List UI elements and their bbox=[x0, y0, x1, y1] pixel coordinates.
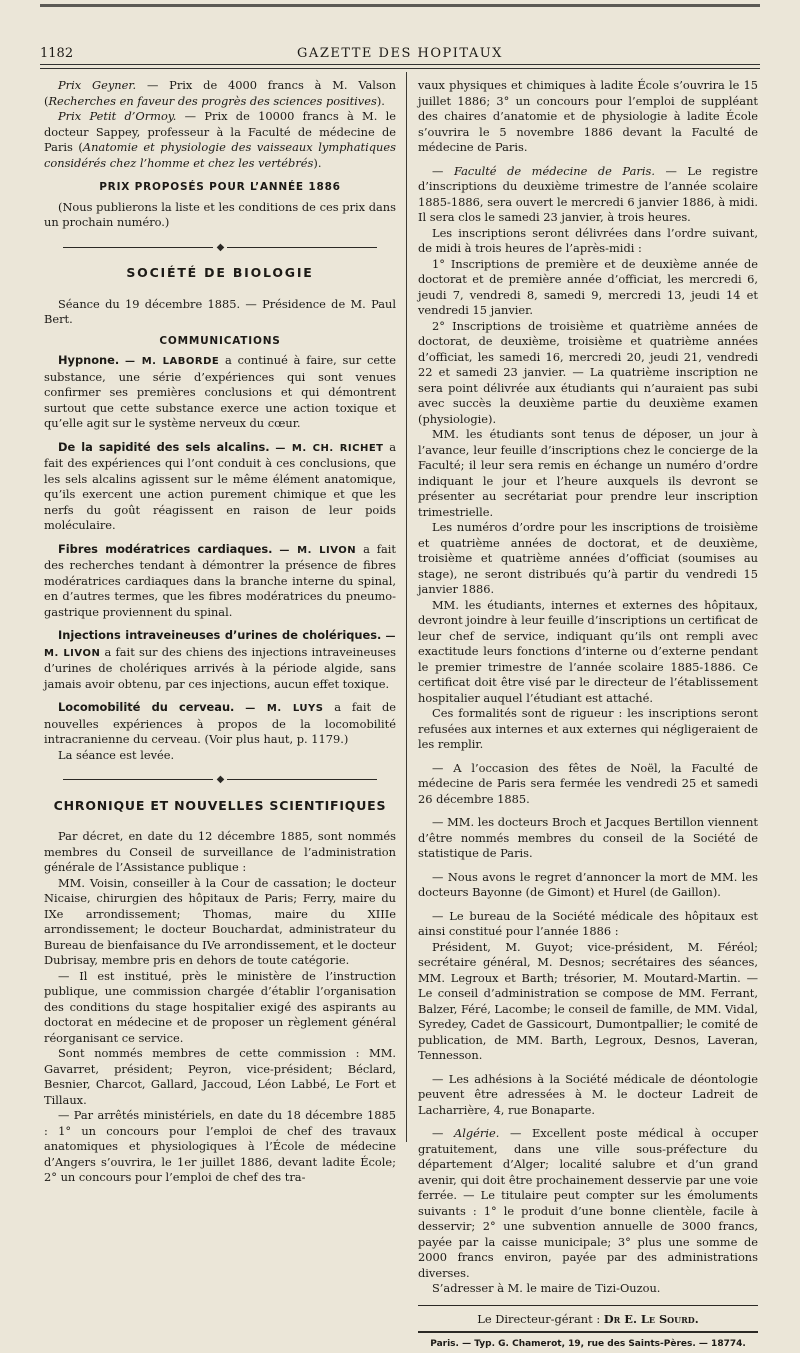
tizi-ouzou: S’adresser à M. le maire de Tizi-Ouzou. bbox=[432, 1281, 661, 1295]
communications-title: COMMUNICATIONS bbox=[159, 334, 281, 347]
deontologie: — Les adhésions à la Société médicale de déontologie peuvent être adressées à M. le docteur Ladreit de Lacharrière, 4, rue Bonaparte. bbox=[418, 1071, 758, 1117]
inscriptions-troisieme: 2° Inscriptions de troisième et quatrième années de doctorat, de deuxième, troisième et quatrième années d’officiat, les samedi 16, mercredi 20, jeudi 21, vendredi 22 et samedi 23 janvier. — La quatrième inscription ne sera point délivrée aux étudiants qui n’auraient pas subi avec succès la deuxième partie du deuxième examen (physiologie). bbox=[418, 318, 758, 426]
imprint-rule bbox=[418, 1331, 758, 1333]
sapidite-paragraph: De la sapidité des sels alcalins. — M. CH. RICHET a fait des expériences qui l’ont conduit à ces conclusions, que les sels alcalins agissent sur le même élément anatomique, qu’ils exercent une action purement chimique et que les nerfs du goût réagissent en raison de leur poids moléculaire. bbox=[44, 439, 396, 532]
header-rule bbox=[40, 64, 760, 65]
algerie-poste: — Algérie. — Excellent poste médical à occuper gratuitement, dans une ville sous-préfecture du département d’Alger; localité salubre et d’un grand avenir, qui doit être prochainement desservie par une voie ferrée. — Le titulaire peut compter sur les émoluments suivants : 1° le produit d’une bonne clientèle, facile à desservir; 2° une subvention annuelle de 3000 francs, payée par la caisse municipale; 3° plus une somme de 2000 francs environ, payée par des administrations diverses. bbox=[418, 1126, 758, 1280]
injections-paragraph: Injections intraveineuses d’urines de cholériques. — M. LIVON a fait sur des chiens des injections intraveineuses d’urines de cholériques arrivés à la période algide, sans jamais avoir obtenu, par ces injections, aucun effet toxique. bbox=[44, 628, 396, 691]
formalites: Ces formalités sont de rigueur : les inscriptions seront refusées aux internes et aux externes qui négligeraient de les remplir. bbox=[418, 706, 758, 751]
bureau-membres: Président, M. Guyot; vice-président, M. Féréol; secrétaire général, M. Desnos; secrétaires des séances, MM. Legroux et Barth; trésorier, M. Moutard-Martin. — Le conseil d’administration se compose de MM. Ferrant, Balzer, Féré, Lacombe; le conseil de famille, de MM. Vidal, Syredey, Cadet de Gassicourt, Dumontpallier; le comité de publication, de MM. Barth, Legroux, Desnos, Laveran, Tennesson. bbox=[418, 939, 758, 1062]
page-number: 1182 bbox=[40, 46, 74, 61]
broch-bertillon: — MM. les docteurs Broch et Jacques Bertillon viennent d’être nommés membres du conseil de la Société de statistique de Paris. bbox=[418, 815, 758, 860]
inscriptions-ordre: Les inscriptions seront délivrées dans l’ordre suivant, de midi à trois heures de l’après-midi : bbox=[418, 225, 758, 255]
chronique-membres: MM. Voisin, conseiller à la Cour de cassation; le docteur Nicaise, chirurgien des hôpitaux de Paris; Ferry, maire du IXe arrondissement; Thomas, maire du XIIIe arrondissement; le docteur Bouchardat, administrateur du Bureau de bienfaisance du IVe arrondissement, et le docteur Dubrisay, membre pris en dehors de toute catégorie. bbox=[44, 875, 396, 967]
numeros-ordre: Les numéros d’ordre pour les inscriptions de troisième et quatrième années de doctorat, et de deuxième, troisième et quatrième années d’officiat (soumises au stage), ne seront distribués qu’à partir du vendredi 15 janvier 1886. bbox=[418, 520, 758, 596]
right-continuation: vaux physiques et chimiques à ladite École s’ouvrira le 15 juillet 1886; 3° un concours pour l’emploi de suppléant des chaires d’anatomie et de physiologie à ladite École s’ouvrira le 5 novembre 1886 devant la Faculté de médecine de Paris. bbox=[418, 78, 758, 154]
chronique-title: CHRONIQUE ET NOUVELLES SCIENTIFIQUES bbox=[53, 797, 387, 813]
internes-externes: MM. les étudiants, internes et externes des hôpitaux, devront joindre à leur feuille d’inscriptions un certificat de leur chef de service, indiquant qu’ils ont rempli avec exactitude leurs fonctions d’interne ou d’externe pendant le premier trimestre de l’année scolaire 1885-1886. Ce certificat doit être visé par le directeur de l’établissement hospitalier auquel l’étudiant est attaché. bbox=[418, 597, 759, 705]
bureau-societe: — Le bureau de la Société médicale des hôpitaux est ainsi constitué pour l’année 1886 : bbox=[418, 908, 758, 938]
right-column bbox=[418, 78, 758, 1353]
top-border bbox=[40, 4, 760, 7]
ornament-divider: ◆ bbox=[44, 240, 396, 256]
fetes-noel: — A l’occasion des fêtes de Noël, la Faculté de médecine de Paris sera fermée les vendredi 25 et samedi 26 décembre 1885. bbox=[418, 760, 758, 806]
prix-petit-ormoy: Prix Petit d’Ormoy. — Prix de 10000 francs à M. le docteur Sappey, professeur à la Faculté de médecine de Paris (Anatomie et physiologie des vaisseaux lymphatiques considérés chez l’homme et chez les vertébrés). bbox=[44, 109, 396, 170]
running-head: GAZETTE DES HOPITAUX bbox=[297, 46, 503, 61]
seance-line: Séance du 19 décembre 1885. — Présidence de M. Paul Bert. bbox=[44, 296, 396, 326]
faculte-registre: — Faculté de médecine de Paris. — Le registre d’inscriptions du deuxième trimestre de l’année scolaire 1885-1886, sera ouvert le mercredi 6 janvier 1886, à midi. Il sera clos le samedi 23 janvier, à trois heures. bbox=[418, 163, 758, 224]
societe-biologie-title: SOCIÉTÉ DE BIOLOGIE bbox=[126, 265, 314, 280]
prix-geyner: Prix Geyner. — Prix de 4000 francs à M. Valson (Recherches en faveur des progrès des sciences positives). bbox=[44, 78, 396, 108]
chronique-nommes: Sont nommés membres de cette commission : MM. Gavarret, président; Peyron, vice-président; Béclard, Besnier, Charcot, Gallard, Jaccoud, Léon Labbé, Le Fort et Tillaux. bbox=[44, 1046, 396, 1107]
column-divider bbox=[406, 72, 407, 1142]
left-column bbox=[44, 78, 396, 1186]
inscriptions-premiere: 1° Inscriptions de première et de deuxième année de doctorat et de première année d’officiat, les mercredi 6, jeudi 7, vendredi 8, samedi 9, mercredi 13, jeudi 14 et vendredi 15 janvier. bbox=[418, 256, 758, 317]
etudiants-depot: MM. les étudiants sont tenus de déposer, un jour à l’avance, leur feuille d’inscriptions chez le concierge de la Faculté; il leur sera remis en échange un numéro d’ordre indiquant le jour et l’heure auxquels ils devront se présenter au secrétariat pour prendre leur inscription trimestrielle. bbox=[418, 427, 758, 519]
necrologie: — Nous avons le regret d’annoncer la mort de MM. les docteurs Bayonne (de Gimont) et Hurel (de Gaillon). bbox=[418, 869, 758, 899]
chronique-arretes: — Par arrêtés ministériels, en date du 18 décembre 1885 : 1° un concours pour l’emploi de chef des travaux anatomiques et physiologiques à l’École de médecine d’Angers s’ouvrira, le 1er juillet 1886, devant ladite École; 2° un concours pour l’emploi de chef des tra- bbox=[44, 1108, 396, 1184]
header-rule-2 bbox=[40, 68, 760, 69]
ornament-divider-2: ◆ bbox=[44, 772, 396, 788]
imprint-line: Paris. — Typ. G. Chamerot, 19, rue des Saints-Pères. — 18774. bbox=[430, 1339, 746, 1349]
prix-proposes-title: PRIX PROPOSÉS POUR L’ANNÉE 1886 bbox=[99, 181, 341, 193]
prix-proposes-text: (Nous publierons la liste et les conditions de ces prix dans un prochain numéro.) bbox=[44, 199, 396, 229]
chronique-decret: Par décret, en date du 12 décembre 1885, sont nommés membres du Conseil de surveillance de l’administration générale de l’Assistance publique : bbox=[44, 829, 396, 874]
directeur-gerant: Le Directeur-gérant : Dr E. Le Sourd. bbox=[418, 1305, 758, 1328]
fibres-paragraph: Fibres modératrices cardiaques. — M. LIVON a fait des recherches tendant à démontrer la présence de fibres modératrices cardiaques dans la branche interne du spinal, en d’autres termes, que les fibres modératrices du pneumo-gastrique proviennent du spinal. bbox=[44, 541, 396, 619]
locomobilite-paragraph: Locomobilité du cerveau. — M. LUYS a fait de nouvelles expériences à propos de la locomobilité intracranienne du cerveau. (Voir plus haut, p. 1179.) bbox=[44, 700, 396, 746]
hypnone-paragraph: Hypnone. — M. LABORDE a continué à faire, sur cette substance, une série d’expériences qui sont venues confirmer ses premières conclusions et qui démontrent surtout que cette substance exerce une action toxique et qu’elle agit sur le système nerveux du cœur. bbox=[44, 353, 396, 430]
chronique-commission: — Il est institué, près le ministère de l’instruction publique, une commission chargée d’établir l’organisation des conditions du stage hospitalier exigé des aspirants au doctorat en médecine et de proposer un règlement général réorganisant ce service. bbox=[44, 968, 396, 1045]
seance-levee: La séance est levée. bbox=[58, 747, 175, 762]
